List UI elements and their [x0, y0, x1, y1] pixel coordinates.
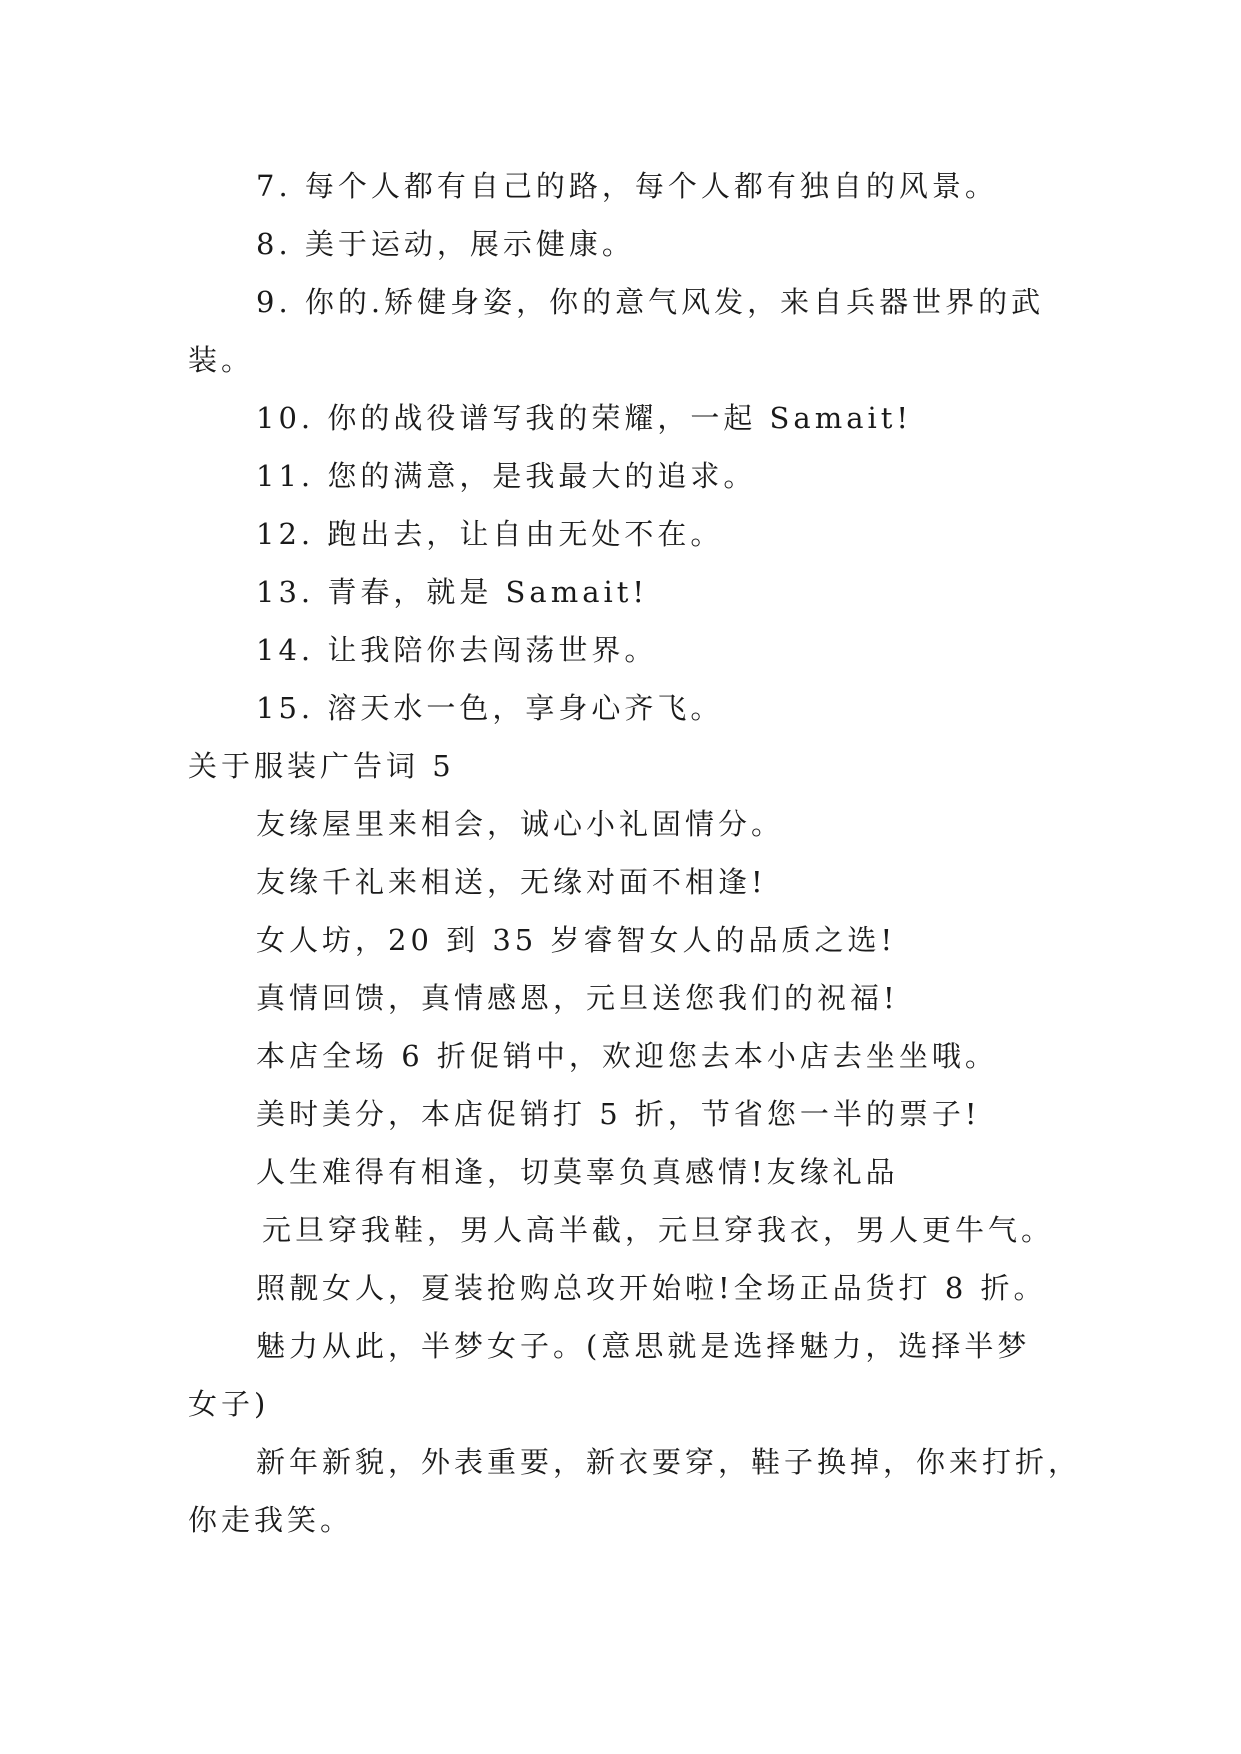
slogan-line-8: 8. 美于运动，展示健康。 [256, 227, 635, 261]
ad-line-continued: 你走我笑。 [188, 1503, 354, 1537]
ad-line: 友缘屋里来相会，诚心小礼固情分。 [256, 807, 785, 841]
slogan-line-14: 14. 让我陪你去闯荡世界。 [256, 633, 658, 667]
ad-line: 友缘千礼来相送，无缘对面不相逢! [256, 865, 767, 899]
ad-line-continued: 女子) [188, 1387, 270, 1421]
slogan-line-9-continued: 装。 [188, 343, 255, 377]
ad-line: 照靓女人，夏装抢购总攻开始啦!全场正品货打 8 折。 [256, 1271, 1047, 1305]
section-heading: 关于服装广告词 5 [188, 749, 455, 783]
ad-line: 美时美分，本店促销打 5 折，节省您一半的票子! [256, 1097, 981, 1131]
ad-line: 真情回馈，真情感恩，元旦送您我们的祝福! [256, 981, 899, 1015]
slogan-line-10: 10. 你的战役谱写我的荣耀，一起 Samait! [256, 401, 913, 435]
ad-line: 魅力从此，半梦女子。(意思就是选择魅力，选择半梦 [256, 1329, 1031, 1363]
slogan-line-7: 7. 每个人都有自己的路，每个人都有独自的风景。 [256, 169, 998, 203]
slogan-line-15: 15. 溶天水一色，享身心齐飞。 [256, 691, 724, 725]
ad-line: 女人坊，20 到 35 岁睿智女人的品质之选! [256, 923, 897, 957]
slogan-line-9: 9. 你的.矫健身姿，你的意气风发，来自兵器世界的武 [256, 285, 1045, 319]
ad-line: 新年新貌，外表重要，新衣要穿，鞋子换掉，你来打折， [256, 1445, 1082, 1479]
ad-line: 人生难得有相逢，切莫辜负真感情!友缘礼品 [256, 1155, 899, 1189]
ad-line: 元旦穿我鞋，男人高半截，元旦穿我衣，男人更牛气。 [262, 1213, 1055, 1247]
slogan-line-11: 11. 您的满意，是我最大的追求。 [256, 459, 757, 493]
ad-line: 本店全场 6 折促销中，欢迎您去本小店去坐坐哦。 [256, 1039, 998, 1073]
slogan-line-13: 13. 青春，就是 Samait! [256, 575, 649, 609]
slogan-line-12: 12. 跑出去，让自由无处不在。 [256, 517, 724, 551]
